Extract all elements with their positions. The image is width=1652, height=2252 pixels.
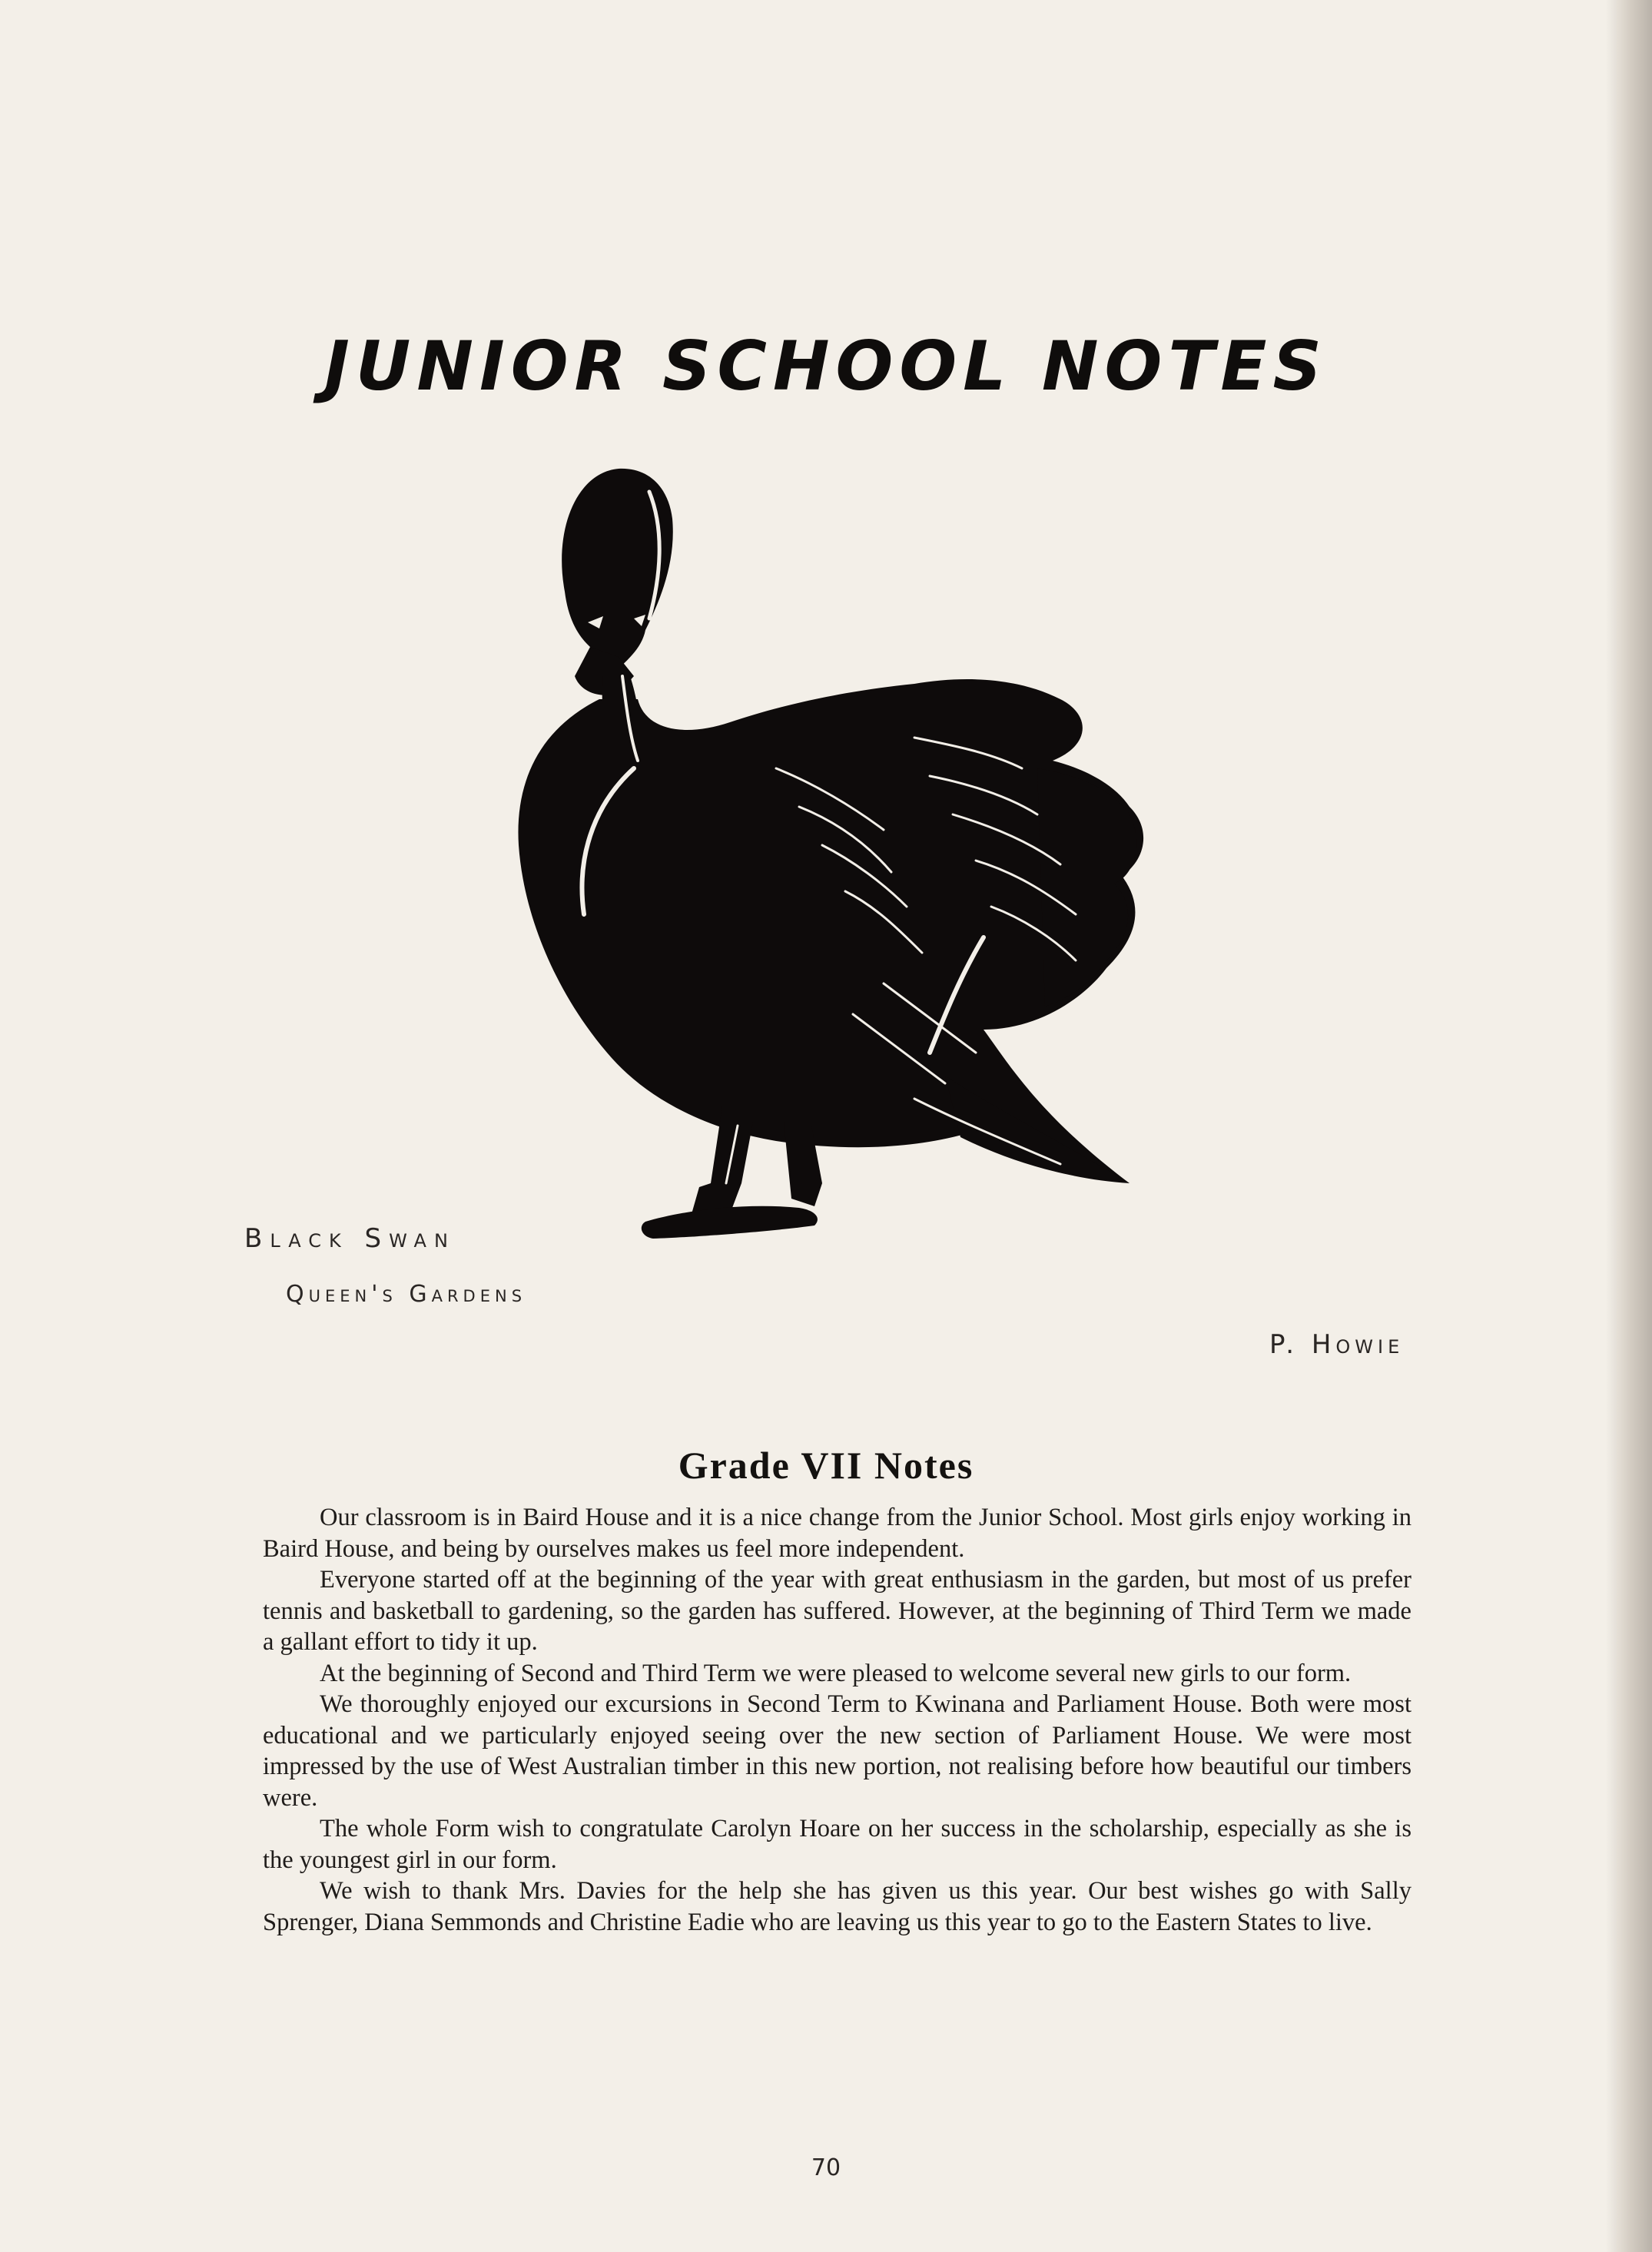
- paragraph: The whole Form wish to congratulate Carolyn Hoare on her success in the scholarship, especially as she is the youngest girl in our form.: [263, 1815, 1411, 1874]
- paragraph: Our classroom is in Baird House and it is a nice change from the Junior School. Most girls enjoy working in Baird House, and being by ourselves makes us feel more independent.: [263, 1504, 1411, 1563]
- illustration-caption-location: Queen's Gardens: [286, 1281, 527, 1308]
- artist-signature: P. Howie: [1269, 1329, 1405, 1360]
- paragraph: At the beginning of Second and Third Term we were pleased to welcome several new girls to our form.: [320, 1659, 1352, 1687]
- page-number: 70: [811, 2154, 841, 2181]
- paragraph: Everyone started off at the beginning of the year with great enthusiasm in the garden, but most of us prefer tennis and basketball to gardening, so the garden has suffered. However, at the beginning of Third Term we made a gallant effort to tidy it up.: [263, 1566, 1411, 1656]
- paragraph: We thoroughly enjoyed our excursions in Second Term to Kwinana and Parliament House. Both were most educational and we particularly enjoyed seeing over the new section of Parliament House. We were most impressed by the use of West Australian timber in this new portion, not realising before how beautiful our timbers were.: [263, 1690, 1411, 1812]
- paragraph: We wish to thank Mrs. Davies for the help she has given us this year. Our best wishes go with Sally Sprenger, Diana Semmonds and Christine Eadie who are leaving us this year to go to the Eastern States to live.: [263, 1877, 1411, 1936]
- illustration-caption-title: Black Swan: [244, 1223, 456, 1254]
- black-swan-illustration: [453, 446, 1283, 1306]
- section-body: [263, 1502, 1411, 1938]
- section-heading: Grade VII Notes: [678, 1444, 974, 1487]
- page-title: JUNIOR SCHOOL NOTES: [324, 327, 1328, 406]
